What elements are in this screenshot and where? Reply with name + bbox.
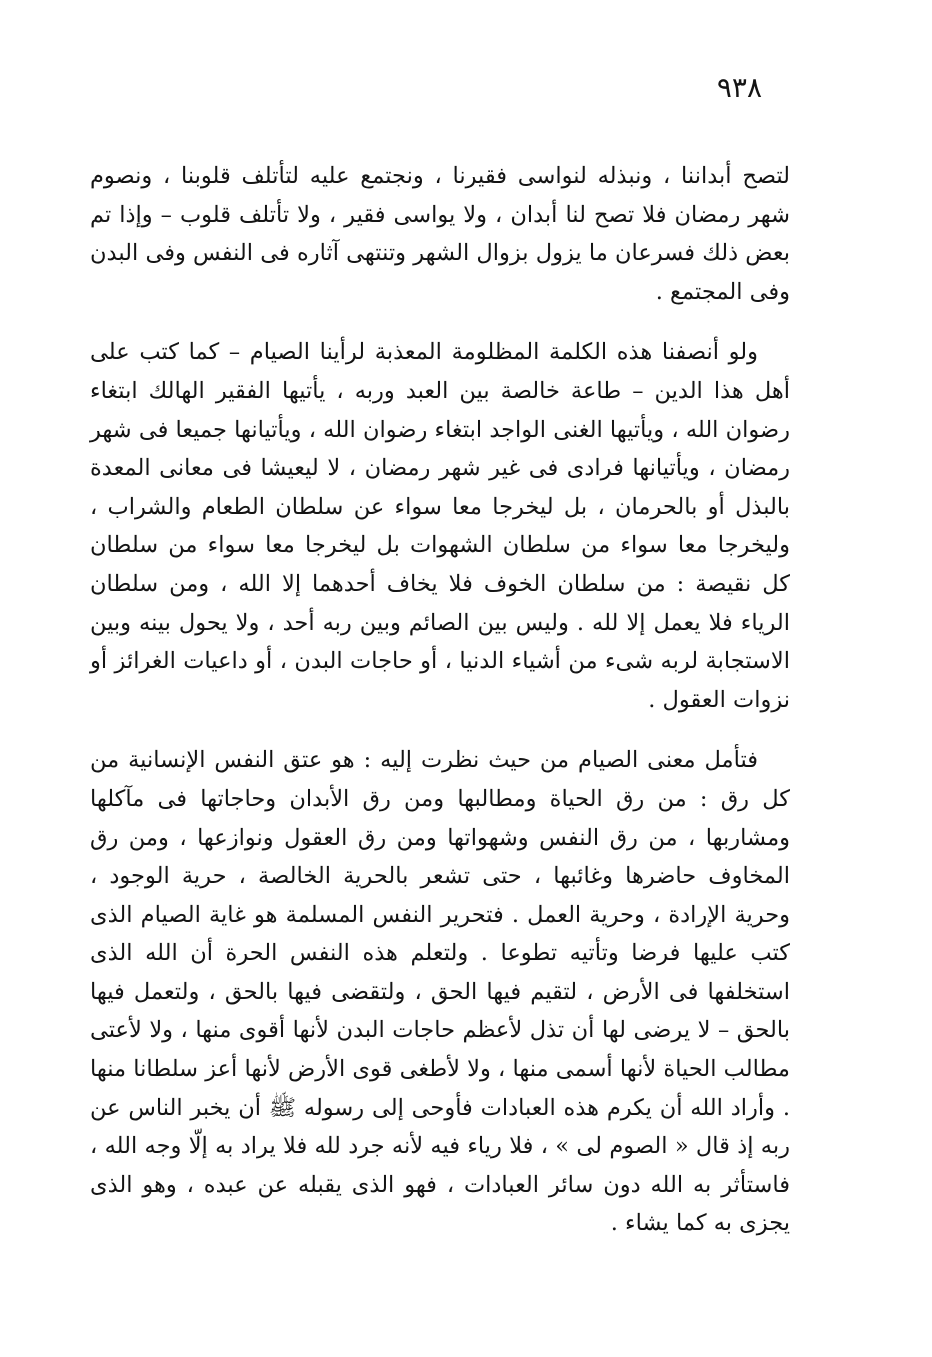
page-number: ٩٣٨ [716,71,762,104]
paragraph-2: ولو أنصفنا هذه الكلمة المظلومة المعذبة لرأينا الصيام – كما كتب على أهل هذا الدين – طاعة خالصة بين العبد وربه ، يأتيها الفقير الهالك ابتغاء رضوان الله ، ويأتيها الغنى الواجد ابتغاء رضوان الله ، ويأتيانها جميعا فى شهر رمضان ، ويأتيانها فرادى فى غير شهر رمضان ، لا ليعيشا فى معانى المعدة بالبذل أو بالحرمان ، بل ليخرجا معا سواء عن سلطان الطعام والشراب ، وليخرجا معا سواء من سلطان الشهوات بل ليخرجا معا سواء من سلطان كل نقيصة : من سلطان الخوف فلا يخاف أحدهما إلا الله ، ومن سلطان الرياء فلا يعمل إلا لله . وليس بين الصائم وبين ربه أحد ، ولا يحول بينه وبين الاستجابة لربه شىء من أشياء الدنيا ، أو حاجات البدن ، أو داعيات الغرائز أو نزوات العقول . [90,339,790,713]
paragraph-3: فتأمل معنى الصيام من حيث نظرت إليه : هو عتق النفس الإنسانية من كل رق : من رق الحياة ومطالبها ومن رق الأبدان وحاجاتها فى مآكلها ومشاربها ، من رق النفس وشهواتها ومن رق العقول ونوازعها ، ومن رق المخاوف حاضرها وغائبها ، حتى تشعر بالحرية الخالصة ، حرية الوجود ، وحرية الإرادة ، وحرية العمل . فتحرير النفس المسلمة هو غاية الصيام الذى كتب عليها فرضا وتأتيه تطوعا . ولتعلم هذه النفس الحرة أن الله الذى استخلفها فى الأرض ، لتقيم فيها الحق ، ولتقضى فيها بالحق ، ولتعمل فيها بالحق – لا يرضى لها أن تذل لأعظم حاجات البدن لأنها أقوى منها ، ولا لأعتى مطالب الحياة لأنها أسمى منها ، ولا لأطغى قوى الأرض لأنها أعز سلطانا منها . وأراد الله أن يكرم هذه العبادات فأوحى إلى رسوله ﷺ أن يخبر الناس عن ربه إذ قال « الصوم لى » ، فلا رياء فيه لأنه جرد لله فلا يراد به إلّا وجه الله ، فاستأثر به الله دون سائر العبادات ، فهو الذى يقبله عن عبده ، وهو الذى يجزى به كما يشاء . [90,747,790,1237]
paragraph-1: لتصح أبداننا ، ونبذله لنواسى فقيرنا ، ونجتمع عليه لتأتلف قلوبنا ، ونصوم شهر رمضان فلا تصح لنا أبدان ، ولا يواسى فقير ، ولا تأتلف قلوب – وإذا تم بعض ذلك فسرعان ما يزول بزوال الشهر وتنتهى آثاره فى النفس وفى البدن وفى المجتمع . [90,163,790,305]
text-body [90,157,790,1265]
